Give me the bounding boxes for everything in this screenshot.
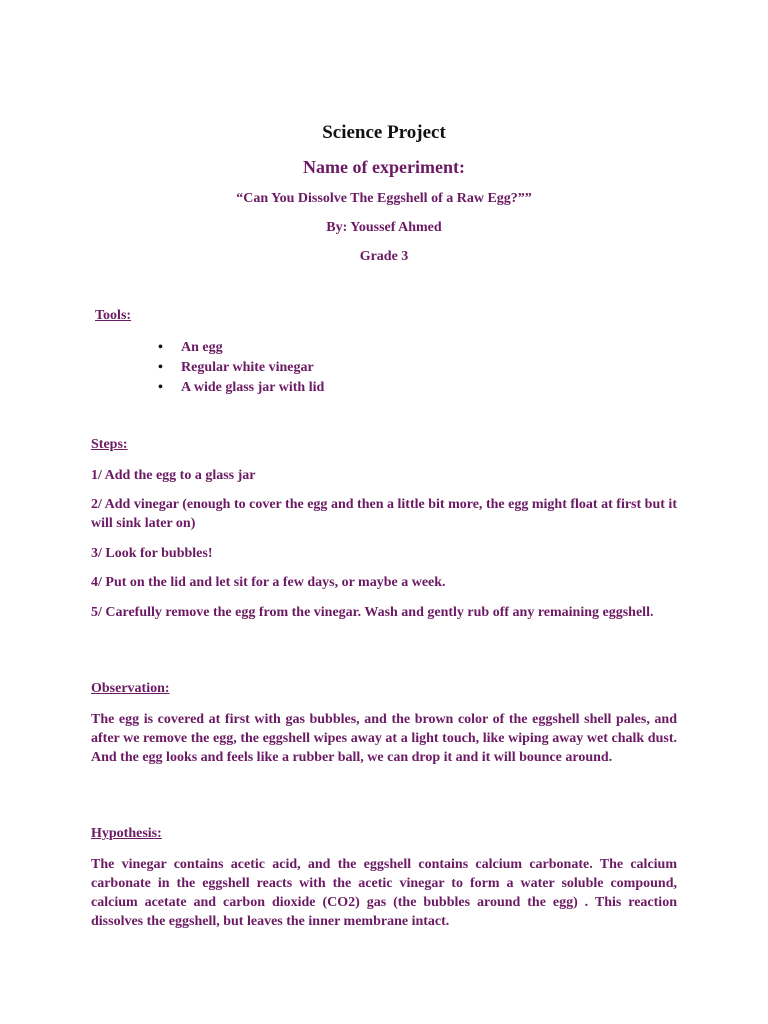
experiment-title: “Can You Dissolve The Eggshell of a Raw Egg?”” [236, 191, 532, 206]
page-title: Science Project [322, 122, 446, 143]
steps-heading: Steps: [91, 437, 128, 452]
observation-text: The egg is covered at first with gas bubbles, and the brown color of the eggshell shell pales, and after we remove the egg, the eggshell wipes away at a light touch, like wiping away wet chalk dust. And the egg looks and feels like a rubber ball, we can drop it and it will bounce around. [91, 712, 677, 765]
step-item: 5/ Carefully remove the egg from the vinegar. Wash and gently rub off any remaining eggshell. [91, 605, 654, 620]
bullet-icon: • [158, 380, 163, 395]
hypothesis-text: The vinegar contains acetic acid, and the eggshell contains calcium carbonate. The calcium carbonate in the eggshell reacts with the acetic vinegar to form a water soluble compound, calcium acetate and carbon dioxide (CO2) gas (the bubbles around the egg) . This reaction dissolves the eggshell, but leaves the inner membrane intact. [91, 857, 677, 929]
step-item: 2/ Add vinegar (enough to cover the egg and then a little bit more, the egg might float at first but it will sink later on) [91, 497, 677, 531]
tools-list [158, 338, 324, 398]
list-item: • An egg [158, 338, 324, 358]
step-item: 1/ Add the egg to a glass jar [91, 468, 256, 483]
tools-heading: Tools: [95, 308, 132, 323]
bullet-icon: • [158, 360, 163, 375]
author-line: By: Youssef Ahmed [326, 220, 442, 235]
step-item: 4/ Put on the lid and let sit for a few days, or maybe a week. [91, 575, 446, 590]
step-item: 3/ Look for bubbles! [91, 546, 213, 561]
grade-line: Grade 3 [359, 249, 409, 264]
hypothesis-heading: Hypothesis: [91, 826, 162, 841]
experiment-name-label: Name of experiment: [303, 157, 465, 177]
list-item: • Regular white vinegar [158, 358, 324, 378]
list-item: • A wide glass jar with lid [158, 378, 324, 398]
observation-heading: Observation: [91, 681, 170, 696]
bullet-icon: • [158, 340, 163, 355]
